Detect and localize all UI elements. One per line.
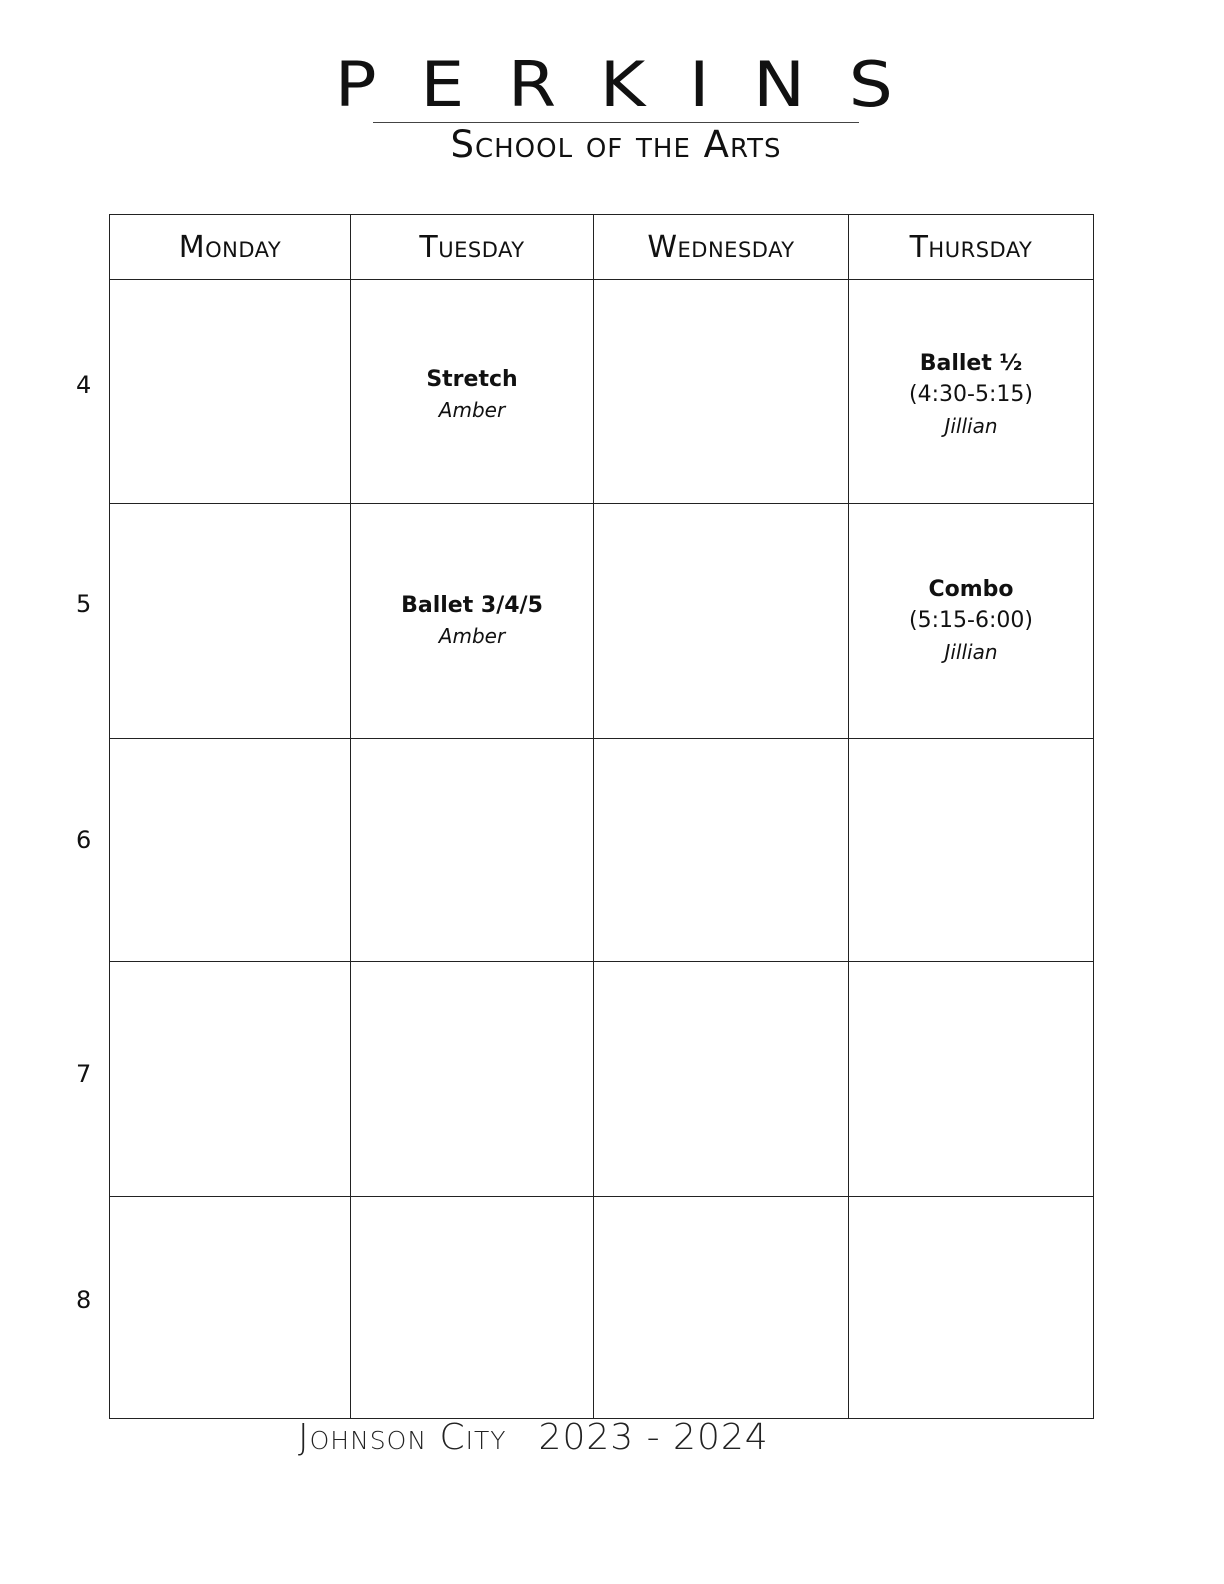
class-teacher: Jillian	[944, 414, 998, 438]
hour-label-6: 6	[76, 826, 92, 854]
class-tuesday-4	[351, 365, 593, 425]
class-time: (5:15-6:00)	[909, 608, 1033, 633]
grid-row-divider	[110, 279, 1093, 280]
day-header-tuesday: Tuesday	[419, 229, 525, 265]
class-thursday-5	[849, 575, 1093, 667]
school-logo	[334, 48, 937, 167]
class-teacher: Jillian	[944, 640, 998, 664]
page-footer	[298, 1417, 918, 1458]
class-teacher: Amber	[438, 624, 506, 648]
brand-name: PERKINS	[334, 48, 937, 121]
brand-subtitle: School of the Arts	[450, 123, 782, 166]
class-name: Stretch	[426, 367, 518, 392]
class-thursday-4	[849, 349, 1093, 441]
day-header-monday: Monday	[178, 229, 282, 265]
grid-row-divider	[110, 738, 1093, 739]
class-name: Ballet 3/4/5	[401, 593, 543, 618]
page-header	[0, 48, 1224, 167]
grid-row-divider	[110, 503, 1093, 504]
grid-column-divider	[593, 215, 594, 1418]
day-header-thursday: Thursday	[909, 229, 1033, 265]
class-name: Combo	[928, 577, 1014, 602]
class-tuesday-5	[351, 591, 593, 651]
grid-row-divider	[110, 1196, 1093, 1197]
grid-row-divider	[110, 961, 1093, 962]
schedule-grid	[109, 214, 1094, 1419]
footer-year: 2023 - 2024	[538, 1417, 769, 1458]
hour-label-4: 4	[76, 371, 92, 399]
class-name: Ballet ½	[919, 351, 1023, 376]
hour-label-5: 5	[76, 590, 92, 618]
hour-label-8: 8	[76, 1286, 92, 1314]
hour-label-7: 7	[76, 1060, 92, 1088]
footer-city: Johnson City	[298, 1417, 507, 1458]
day-header-wednesday: Wednesday	[647, 229, 795, 265]
class-teacher: Amber	[438, 398, 506, 422]
class-time: (4:30-5:15)	[909, 382, 1033, 407]
